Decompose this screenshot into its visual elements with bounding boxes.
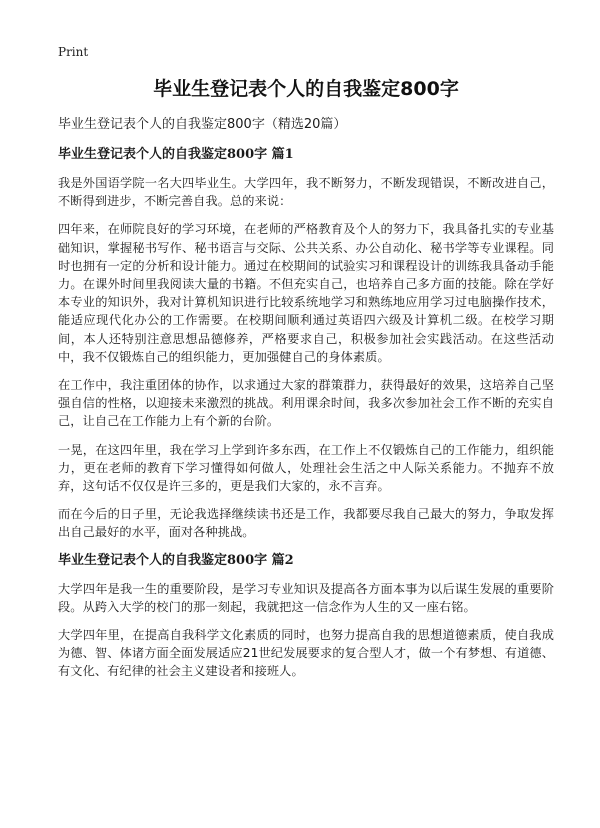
paragraph: 而在今后的日子里，无论我选择继续读书还是工作，我都要尽我自己最大的努力，争取发挥出自己最好的水平，面对各种挑战。 [58,507,554,540]
print-link[interactable]: Print [58,45,89,59]
paragraph: 四年来，在师院良好的学习环境，在老师的严格教育及个人的努力下，我具备扎实的专业基础知识，掌握秘书写作、秘书语言与交际、公共关系、办公自动化、秘书学等专业课程。同时也拥有一定的分析和设计能力。通过在校期间的试验实习和课程设计的训练我具备动手能力。在课外时间里我阅读大量的书籍。不但充实自己，也培养自己多方面的技能。除在学好本专业的知识外，我对计算机知识进行比较系统地学习和熟练地应用学习过电脑操作技术，能适应现代化办公的工作需要。在校期间顺利通过英语四六级及计算机二级。在校学习期间，本人还特别注意思想品德修养，严格要求自己，积极参加社会实践活动。在这些活动中，我不仅锻炼自己的组织能力，更加强健自己的身体素质。 [58,222,554,364]
paragraph: 在工作中，我注重团体的协作，以求通过大家的群策群力，获得最好的效果，这培养自己坚强自信的性格，以迎接未来激烈的挑战。利用课余时间，我多次参加社会工作不断的充实自己，让自己在工作能力上有个新的台阶。 [58,378,554,429]
page-title: 毕业生登记表个人的自我鉴定800字 [153,78,459,100]
section-heading: 毕业生登记表个人的自我鉴定800字 篇2 [58,552,294,568]
section-heading: 毕业生登记表个人的自我鉴定800字 篇1 [58,147,294,162]
paragraph: 一晃，在这四年里，我在学习上学到许多东西，在工作上不仅锻炼自己的工作能力，组织能力，更在老师的教育下学习懂得如何做人，处理社会生活之中人际关系能力。不抛弃不放弃，这句话不仅仅是许三多的，更是我们大家的，永不言弃。 [58,442,554,494]
section-2 [58,552,554,681]
paragraph: 我是外国语学院一名大四毕业生。大学四年，我不断努力，不断发现错误，不断改进自己，不断得到进步，不断完善自我。总的来说： [58,176,554,209]
paragraph: 大学四年是我一生的重要阶段，是学习专业知识及提高各方面本事为以后谋生发展的重要阶段。从跨入大学的校门的那一刻起，我就把这一信念作为人生的又一座右铭。 [58,581,554,614]
paragraph: 大学四年里，在提高自我科学文化素质的同时，也努力提高自我的思想道德素质，使自我成为德、智、体诸方面全面发展适应21世纪发展要求的复合型人才，做一个有梦想、有道德、有文化、有纪律的社会主义建设者和接班人。 [58,628,554,679]
section-1 [58,146,554,542]
document-subtitle: 毕业生登记表个人的自我鉴定800字（精选20篇） [58,117,347,132]
